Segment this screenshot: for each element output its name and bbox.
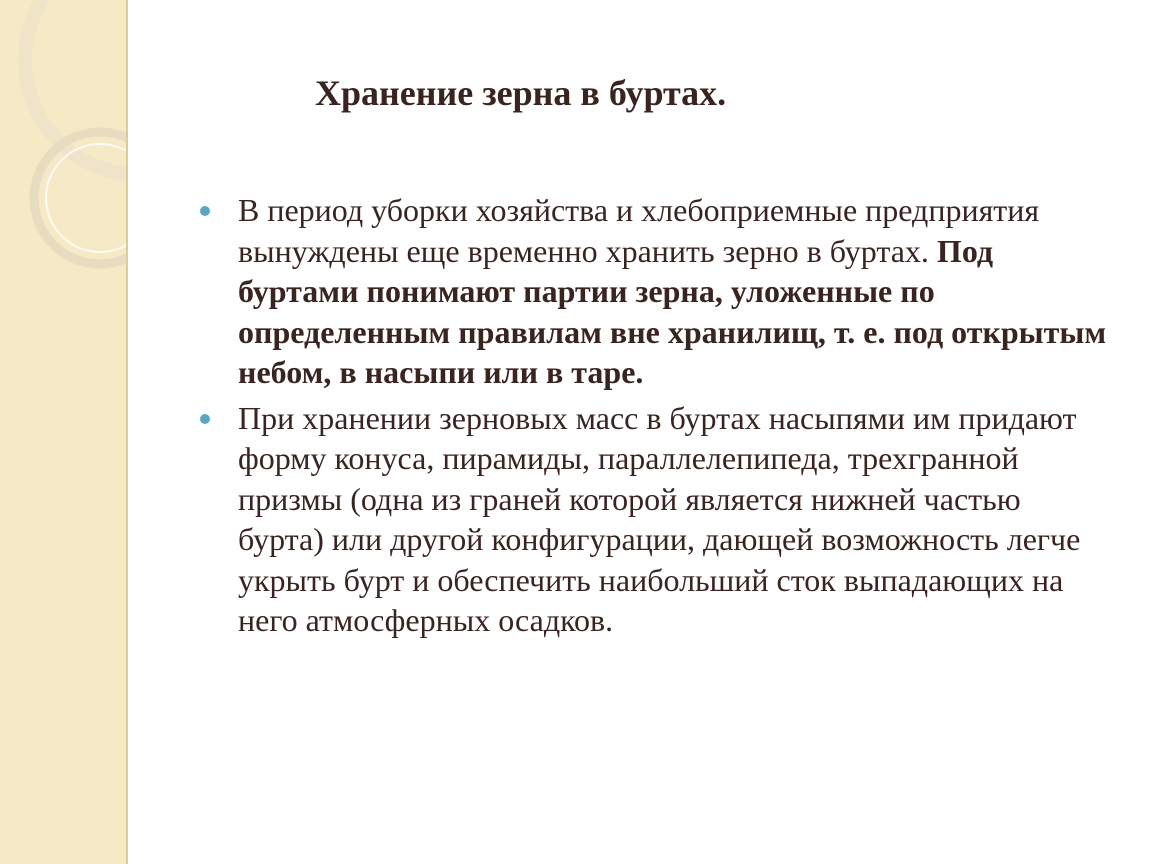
decorative-side-strip: [0, 0, 128, 864]
bullet-1-text: В период уборки хозяйства и хлебоприемные предприятия вынуждены еще временно хранить зерно в буртах.: [238, 192, 1040, 269]
bullet-1-bold-text: Под буртами понимают партии зерна, уложенные по определенным правилам вне хранилищ, т. е. под открытым небом, в насыпи или в таре.: [238, 232, 1107, 390]
slide-title: Хранение зерна в буртах.: [315, 73, 727, 113]
decorative-circles: [0, 0, 126, 864]
bullet-list: [200, 190, 1110, 646]
decorative-ring-large: [25, 0, 126, 175]
bullet-icon: [200, 414, 210, 424]
bullet-icon: [200, 206, 210, 216]
bullet-item-1: [200, 190, 1110, 393]
bullet-item-2: [200, 398, 1110, 641]
bullet-2-text: При хранении зерновых масс в буртах насыпями им придают форму конуса, пирамиды, параллелепипеда, трехгранной призмы (одна из граней которой является нижней частью бурта) или другой конфигурации, дающей возможность легче укрыть бурт и обеспечить наибольший сток выпадающих на него атмосферных осадков.: [238, 399, 1081, 638]
